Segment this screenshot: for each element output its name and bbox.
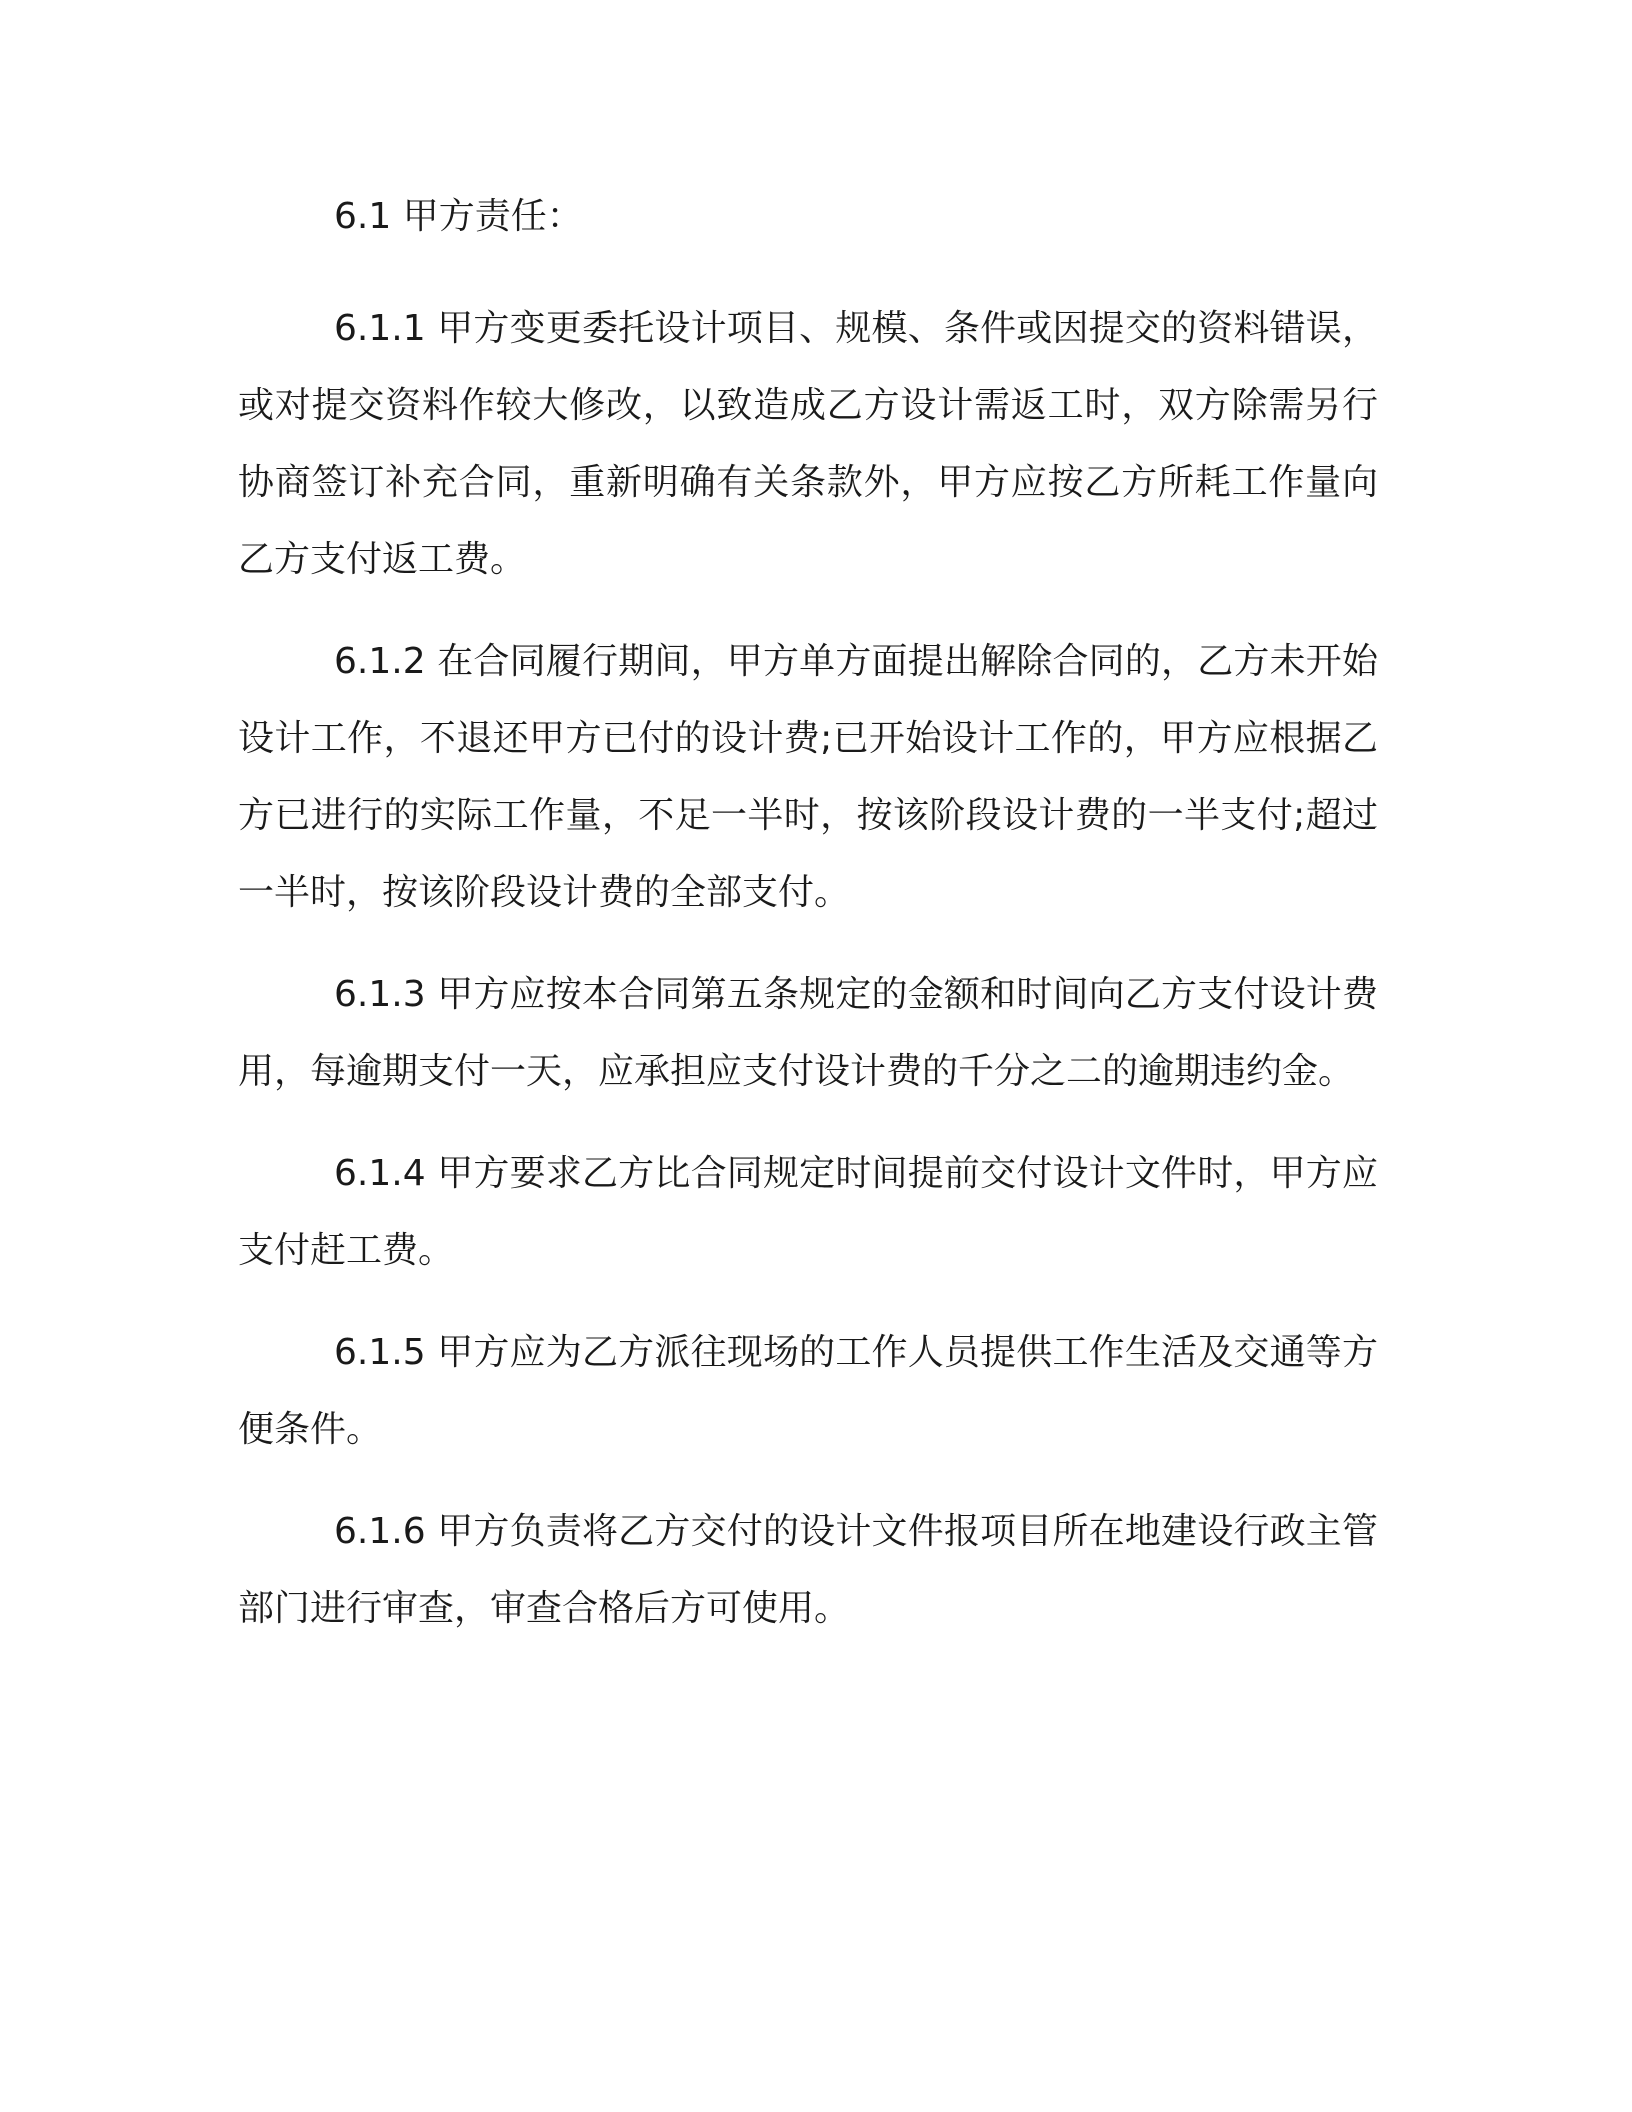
spacer: [238, 598, 1378, 623]
spacer: [238, 931, 1378, 956]
clause-6-1-5: 6.1.5 甲方应为乙方派往现场的工作人员提供工作生活及交通等方便条件。: [238, 1332, 1378, 1450]
document-body: [238, 185, 1378, 1647]
clause-6-1-6: 6.1.6 甲方负责将乙方交付的设计文件报项目所在地建设行政主管部门进行审查，审查合格后方可使用。: [238, 1511, 1378, 1629]
spacer: [238, 1289, 1378, 1314]
spacer: [238, 1468, 1378, 1493]
spacer: [238, 1110, 1378, 1135]
clause-6-1-3: 6.1.3 甲方应按本合同第五条规定的金额和时间向乙方支付设计费用，每逾期支付一天，应承担应支付设计费的千分之二的逾期违约金。: [238, 974, 1378, 1092]
clause-6-1-2: 6.1.2 在合同履行期间，甲方单方面提出解除合同的，乙方未开始设计工作，不退还甲方已付的设计费;已开始设计工作的，甲方应根据乙方已进行的实际工作量，不足一半时，按该阶段设计费的一半支付;超过一半时，按该阶段设计费的全部支付。: [238, 641, 1378, 913]
clause-6-1-1: 6.1.1 甲方变更委托设计项目、规模、条件或因提交的资料错误，或对提交资料作较大修改，以致造成乙方设计需返工时，双方除需另行协商签订补充合同，重新明确有关条款外，甲方应按乙方所耗工作量向乙方支付返工费。: [238, 308, 1378, 580]
clause-6-1-4: 6.1.4 甲方要求乙方比合同规定时间提前交付设计文件时，甲方应支付赶工费。: [238, 1153, 1378, 1271]
spacer: [238, 249, 1378, 290]
section-heading: 6.1 甲方责任：: [334, 196, 583, 237]
